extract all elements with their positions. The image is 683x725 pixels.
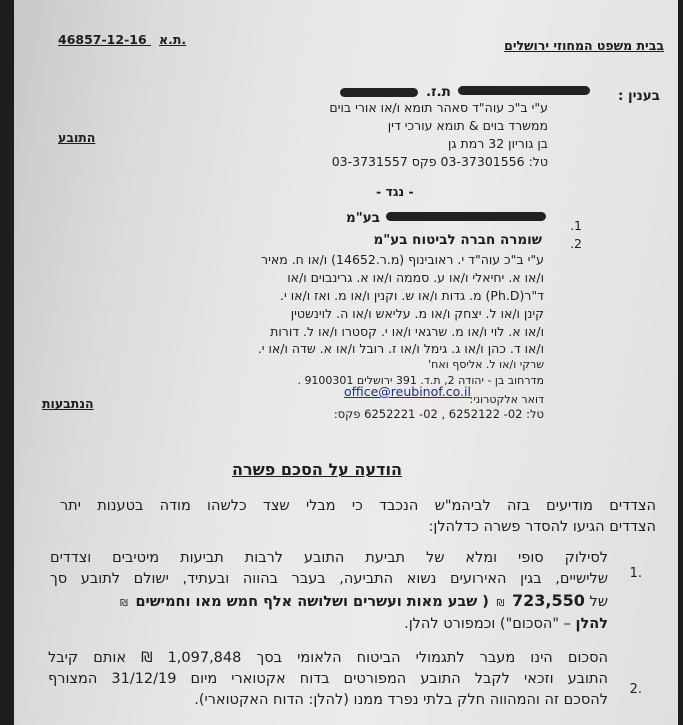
defendants-line-3: ד"ר(Ph.D) מ. גדות ו/או ש. וקנין ו/או מ. ואז ו/או י. bbox=[279, 288, 544, 303]
case-number-prefix: ת.א. bbox=[159, 32, 187, 47]
clause-1-amount-cont: להלן bbox=[575, 616, 608, 632]
defendants-line-2: ו/או א. יחיאלי ו/או ע. סממה ו/או א. גרינבוים ו/או bbox=[287, 270, 544, 285]
clause-1-amount-line bbox=[50, 590, 608, 614]
plaintiff-role: התובע bbox=[58, 130, 96, 145]
clause-2-text bbox=[48, 648, 608, 711]
defendants-line-1: ע"י ב"כ עוה"ד י. ראובינוף (מ.ר.14652) ו/או ח. מאיר bbox=[261, 252, 544, 267]
clause-1-line-1: לסילוק סופי ומלא של תביעת התובע לרבות תביעות מיטיבים וצדדים bbox=[50, 550, 608, 566]
case-number-value: 46857-12-16 bbox=[58, 32, 147, 47]
intro-line-1: הצדדים מודיעים בזה לביהמ"ש הנכבד כי מבלי שצד כלשהו מודה בטענות יתר bbox=[60, 498, 656, 514]
defendant-2-name: שומרה חברה לביטוח בע"מ bbox=[373, 232, 542, 248]
defendants-role: הנתבעות bbox=[42, 396, 94, 411]
plaintiff-line-2: ממשרד בוים & תומא עורכי דין bbox=[387, 118, 548, 133]
defendant-2-number: 2. bbox=[570, 236, 582, 251]
defendants-line-7: שרקי ו/או ל. אליסף ואח' bbox=[428, 358, 544, 371]
currency-symbol-2: ₪ bbox=[119, 598, 128, 609]
defendants-address: מדרחוב בן - יהודה 2, ת.ד. 391 ירושלים 9100301 . bbox=[297, 374, 544, 387]
clause-1-amount-words: ( שבע מאות ועשרים ושלושה אלף חמש מאו וחמישים bbox=[135, 594, 489, 610]
defendant-1-suffix: בע"מ bbox=[346, 210, 381, 226]
plaintiff-id-redaction bbox=[458, 86, 590, 95]
case-number bbox=[58, 32, 186, 47]
clause-1-amount: 723,550 bbox=[512, 591, 585, 610]
defendants-line-6: ו/או ד. כהן ו/או ג. גימל ו/או ז. רובל ו/או א. שדה ו/או י. bbox=[257, 341, 544, 356]
defendant-1-number: 1. bbox=[570, 218, 582, 233]
defendant-1-redaction bbox=[386, 212, 546, 221]
clause-1-amount-prefix: של bbox=[589, 594, 608, 610]
clause-1-amount-end: – "הסכום") וכמפורט להלן. bbox=[404, 616, 571, 632]
currency-symbol-1: ₪ bbox=[496, 598, 505, 609]
defendants-email-link[interactable]: office@reubinof.co.il bbox=[344, 384, 471, 399]
court-name: בבית משפט המחוזי ירושלים bbox=[504, 38, 664, 53]
versus-line: - נגד - bbox=[376, 184, 414, 199]
defendants-phone: טל: 02- 6252122 , 02- 6252221 פקס: bbox=[333, 407, 544, 421]
defendants-email-label: דואר אלקטרוני: bbox=[469, 393, 544, 406]
document-title: הודעה על הסכם פשרה bbox=[232, 460, 402, 479]
plaintiff-line-4: טל: 03-37301556 פקס 03-3731557 bbox=[331, 154, 548, 169]
plaintiff-section-label: בענין : bbox=[617, 88, 660, 104]
defendants-line-4: קינן ו/או ל. יצחק ו/או מ. עליאש ו/או ה. לוינשטין bbox=[290, 306, 544, 321]
intro-paragraph bbox=[60, 496, 656, 538]
plaintiff-line-1: ע"י ב"כ עוה"ד סאהר תומא ו/או אורי בוים bbox=[329, 100, 548, 115]
plaintiff-id-prefix: ת.ז. bbox=[426, 84, 451, 100]
clause-1-number: .1 bbox=[629, 566, 642, 581]
clause-2-line-2: התובע וזכאי לקבל התובע המפורטים בדוח אקטוארי מיום 31/12/19 המצורף bbox=[48, 671, 608, 687]
clause-2-line-1: הסכום הינו מעבר לתגמולי הביטוח הלאומי בסך 1,097,848 ₪ אותם קיבל bbox=[48, 650, 608, 666]
clause-1-end-line bbox=[50, 614, 608, 635]
clause-1-line-2: שלישיים, בגין האירועים נשוא התביעה, בעבר בהווה ובעתיד, ישולם לתובע סך bbox=[50, 571, 608, 587]
clause-1-text bbox=[50, 548, 608, 635]
clause-2-line-3: להסכם זה והמהווה חלק בלתי נפרד ממנו (להלן: הדוח האקטוארי). bbox=[194, 692, 608, 708]
document-page bbox=[14, 0, 678, 725]
clause-2-number: .2 bbox=[629, 682, 642, 697]
intro-line-2: הצדדים הגיעו להסדר פשרה כדלהלן: bbox=[428, 519, 656, 535]
plaintiff-name-redaction bbox=[340, 88, 418, 97]
plaintiff-line-3: בן גוריון 32 רמת גן bbox=[448, 136, 548, 151]
defendants-line-5: ו/או א. לוי ו/או מ. שרגאי ו/או י. קסטרו ו/או ל. דורות bbox=[270, 324, 544, 339]
